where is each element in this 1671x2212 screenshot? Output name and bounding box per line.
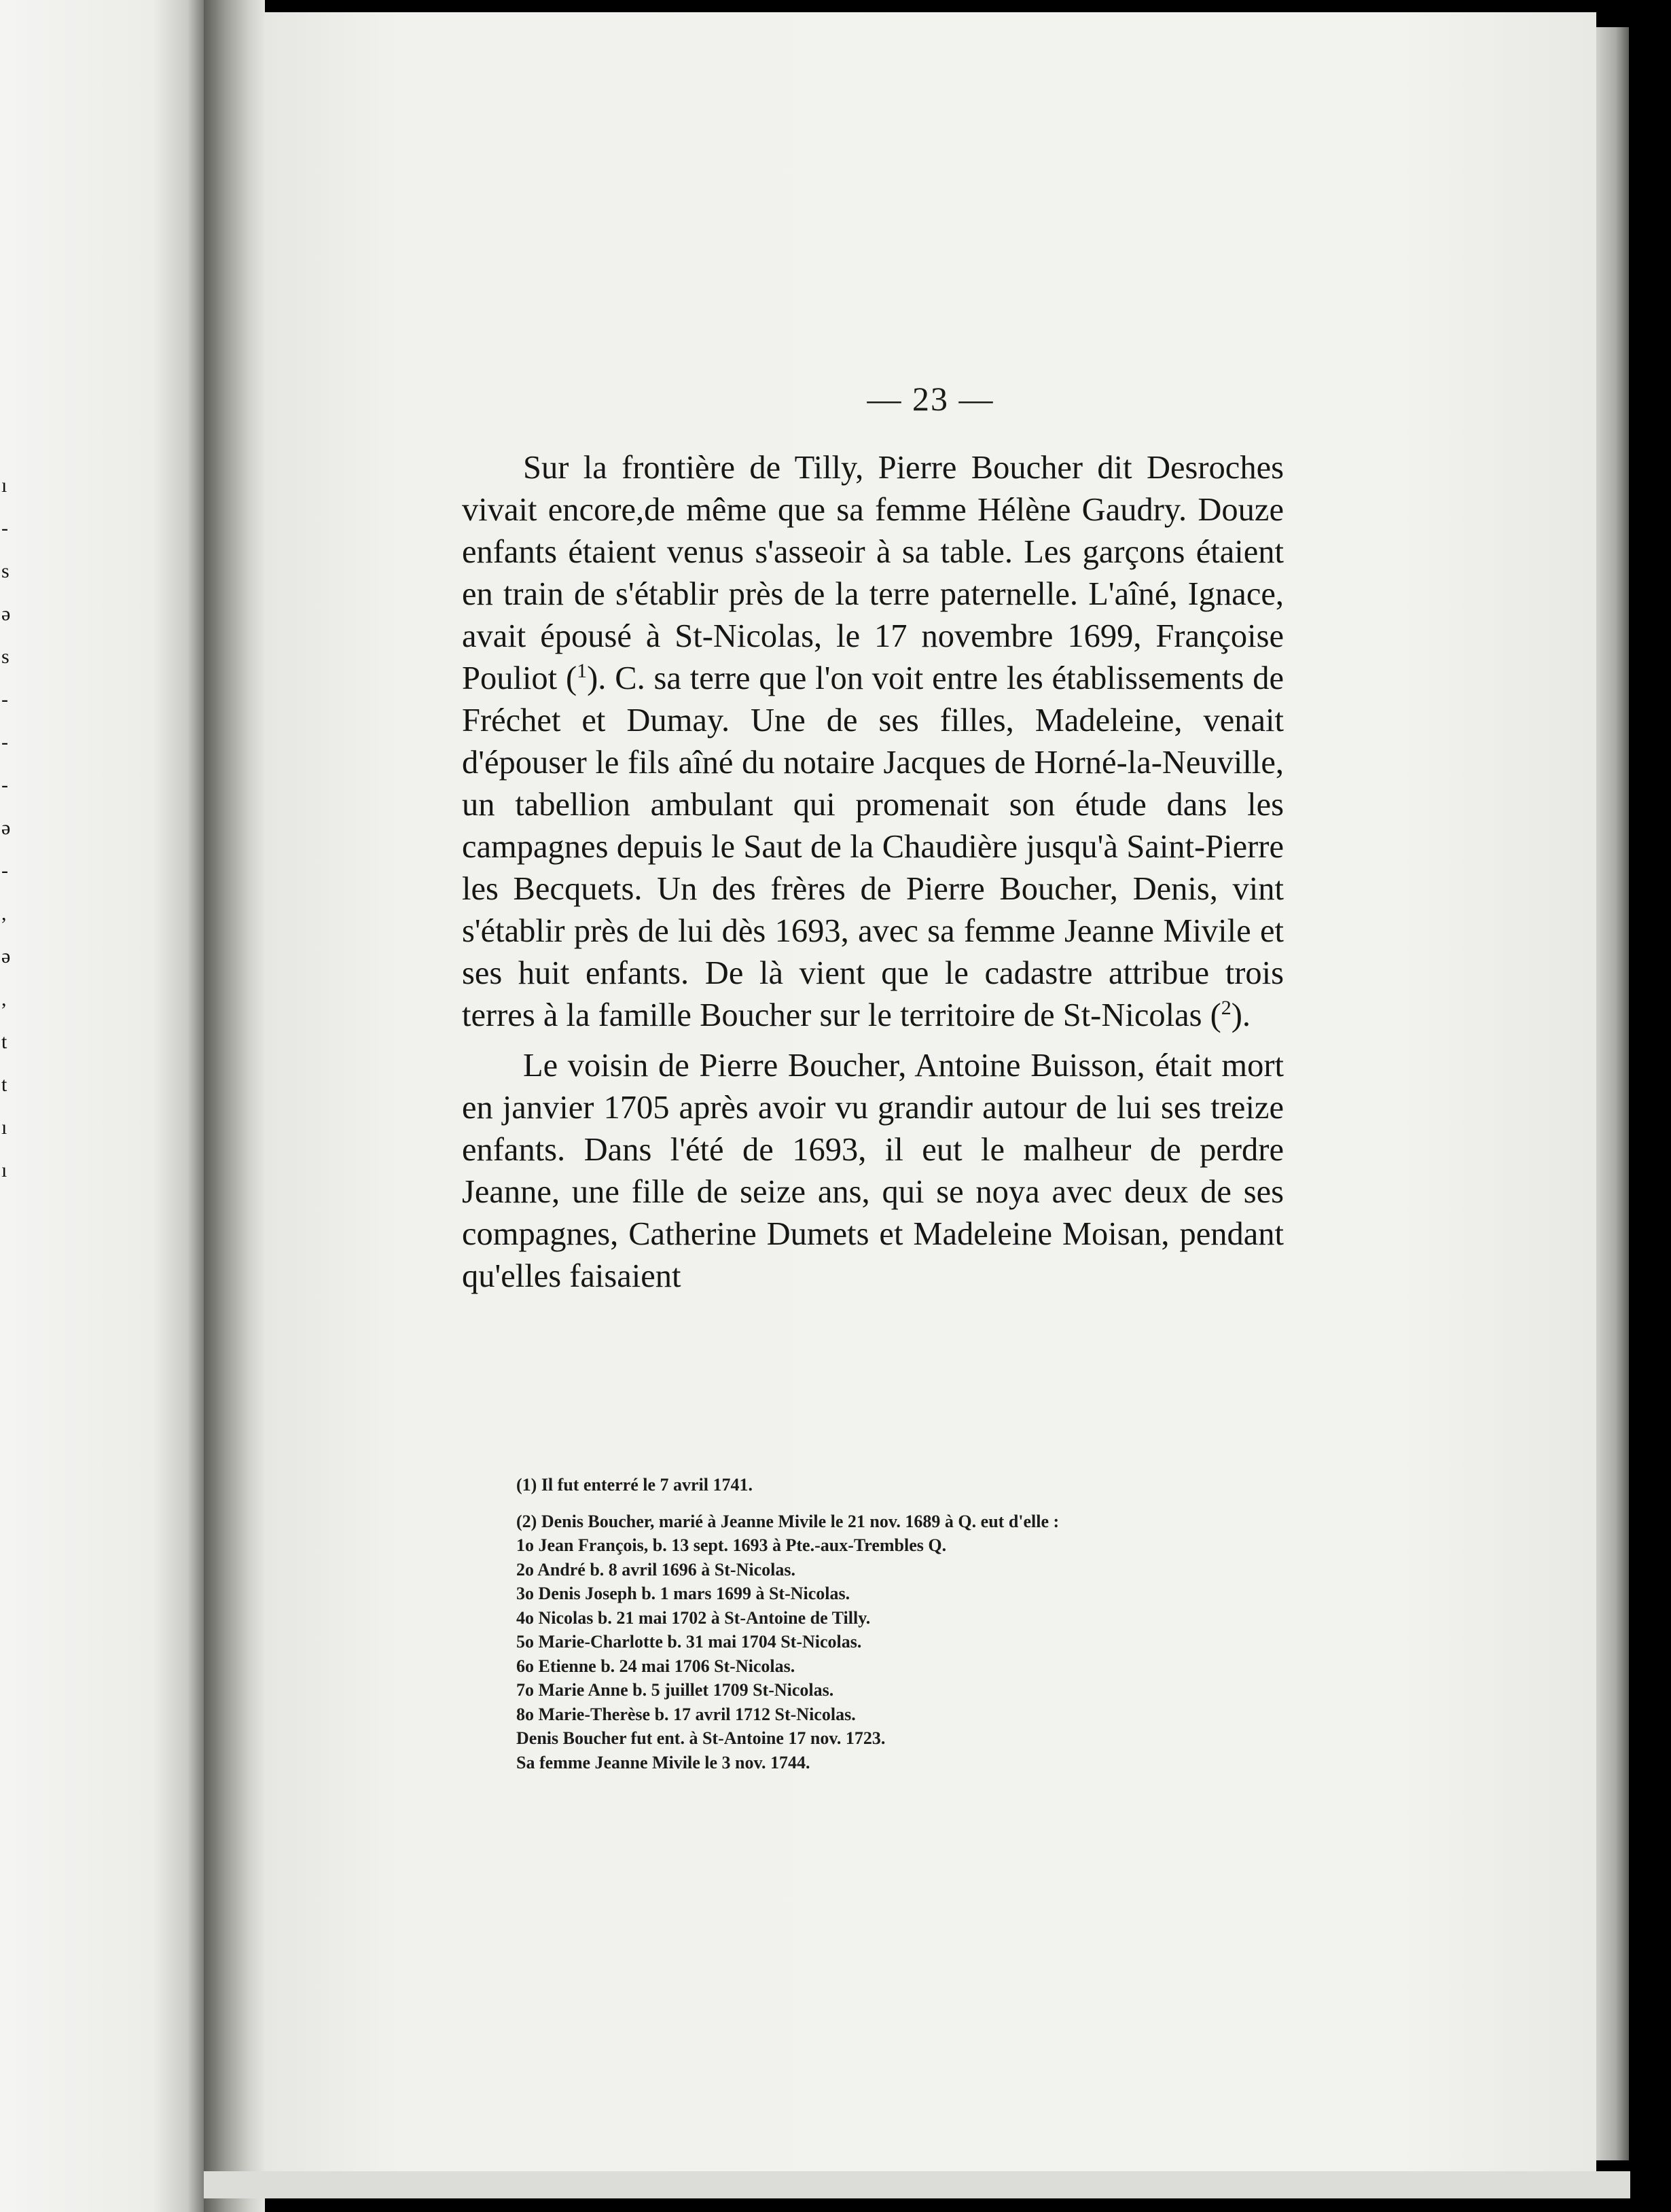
page-bottom-edge [204, 2171, 1630, 2198]
paragraph-1-text-b: ). C. sa terre que l'on voit entre les établissements de Fréchet et Dumay. Une de ses filles, Madeleine, venait d'épouser le fils aîné du notaire Jacques de Horné-la-Neuville, un tabellion ambulant qui promenait son étude dans les campagnes depuis le Saut de la Chaudière jusqu'à Saint-Pierre les Becquets. Un des frères de Pierre Boucher, Denis, vint s'établir près de lui dès 1693, avec sa femme Jeanne Mivile et ses huit enfants. De là vient que le cadastre attribue trois terres à la famille Boucher sur le territoire de St-Nicolas ( [462, 660, 1284, 1033]
footnote-line: 5o Marie-Charlotte b. 31 mai 1704 St-Nicolas. [516, 1632, 862, 1652]
previous-page-fragment: - [1, 859, 8, 882]
footnote-line: 7o Marie Anne b. 5 juillet 1709 St-Nicolas. [516, 1680, 834, 1700]
paragraph-2: Le voisin de Pierre Boucher, Antoine Buisson, était mort en janvier 1705 après avoir vu grandir autour de lui ses treize enfants. Dans l'été de 1693, il eut le malheur de perdre Jeanne, une fille de seize ans, qui se noya avec deux de ses compagnes, Catherine Dumets et Madeleine Moisan, pendant qu'elles faisaient [462, 1048, 1284, 1294]
previous-page-fragment: , [1, 902, 7, 925]
footnote-ref-1: 1 [577, 659, 588, 682]
scanned-page [265, 12, 1596, 2173]
previous-page-fragment: ı [1, 1116, 7, 1139]
previous-page-fragment: - [1, 517, 8, 539]
previous-page-fragment: s [1, 645, 10, 668]
previous-page-fragment: , [1, 988, 7, 1010]
previous-page-fragment: ı [1, 474, 7, 497]
footnote-line: 6o Etienne b. 24 mai 1706 St-Nicolas. [516, 1656, 795, 1676]
page-stack-edge [1596, 27, 1629, 2160]
footnote-line: 4o Nicolas b. 21 mai 1702 à St-Antoine de Tilly. [516, 1607, 871, 1628]
previous-page-fragment: - [1, 731, 8, 753]
previous-page-fragment: - [1, 688, 8, 711]
footnote-line: Sa femme Jeanne Mivile le 3 nov. 1744. [516, 1752, 810, 1772]
footnotes [516, 1473, 1284, 1774]
footnote-line: 8o Marie-Therèse b. 17 avril 1712 St-Nicolas. [516, 1704, 856, 1724]
previous-page-fragment: ə [1, 945, 11, 967]
footnote-1: (1) Il fut enterré le 7 avril 1741. [516, 1475, 753, 1495]
previous-page-fragment: - [1, 774, 8, 796]
previous-page-fragment: ə [1, 817, 11, 839]
previous-page-fragment: t [1, 1031, 7, 1053]
footnote-line: 2o André b. 8 avril 1696 à St-Nicolas. [516, 1559, 795, 1580]
footnote-line: 3o Denis Joseph b. 1 mars 1699 à St-Nicolas. [516, 1584, 850, 1603]
footnote-ref-2: 2 [1221, 996, 1232, 1019]
previous-page-edge [0, 0, 204, 2212]
page-number: — 23 — [867, 380, 994, 418]
footnote-2 [516, 1510, 1284, 1775]
paragraph-1 [462, 447, 1284, 1037]
paragraph-1-text-c: ). [1231, 997, 1251, 1033]
paragraph-1-text-a: Sur la frontière de Tilly, Pierre Boucher dit Desroches vivait encore,de même que sa femme Hélène Gaudry. Douze enfants étaient venus s'asseoir à sa table. Les garçons étaient en train de s'établir près de la terre paternelle. L'aîné, Ignace, avait épousé à St-Nicolas, le 17 novembre 1699, Françoise Pouliot ( [462, 450, 1284, 696]
previous-page-fragment: ə [1, 603, 11, 625]
previous-page-fragment: s [1, 560, 10, 582]
previous-page-fragment: ı [1, 1159, 7, 1181]
book-gutter [204, 0, 265, 2212]
body-text [462, 447, 1284, 1298]
previous-page-fragment: t [1, 1073, 7, 1096]
footnote-line: 1o Jean François, b. 13 sept. 1693 à Pte.-aux-Trembles Q. [516, 1535, 947, 1555]
footnote-line: (2) Denis Boucher, marié à Jeanne Mivile le 21 nov. 1689 à Q. eut d'elle : [516, 1511, 1060, 1531]
footnote-line: Denis Boucher fut ent. à St-Antoine 17 nov. 1723. [516, 1728, 886, 1748]
